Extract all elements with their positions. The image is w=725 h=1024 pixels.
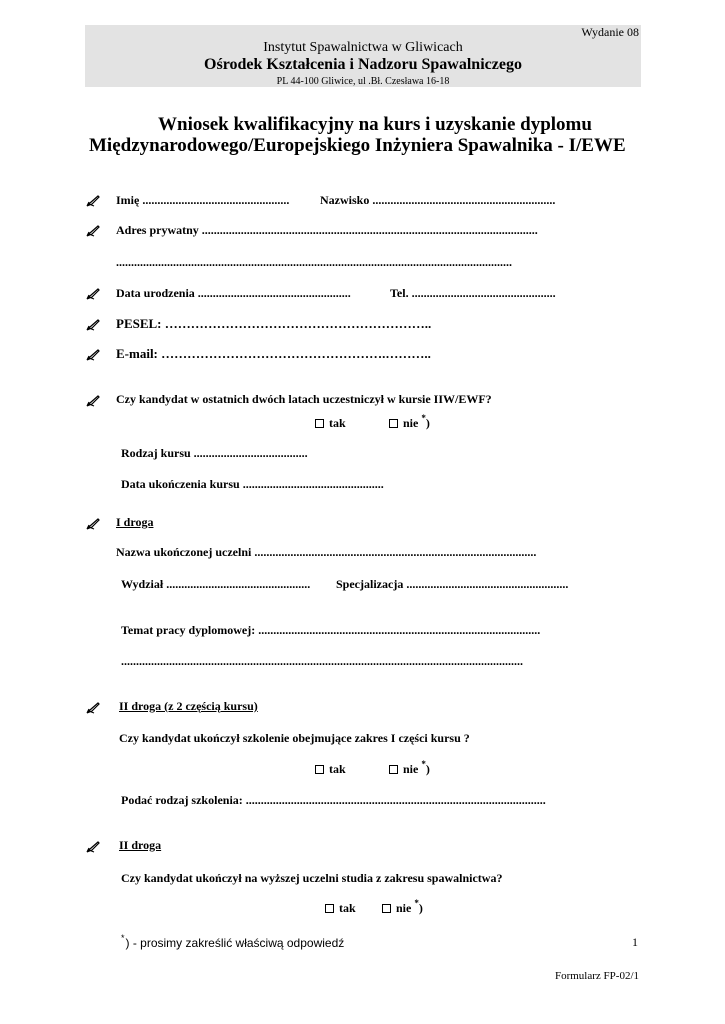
route-3-question: Czy kandydat ukończył na wyższej uczelni studia z zakresu spawalnictwa? bbox=[121, 871, 503, 885]
address-field[interactable]: Adres prywatny ................................................................................................................ bbox=[116, 223, 538, 237]
yes-option[interactable]: tak bbox=[325, 901, 356, 916]
course-type-field[interactable]: Rodzaj kursu ...................................... bbox=[121, 446, 308, 460]
no-option[interactable]: nie *) bbox=[382, 901, 423, 916]
checkbox-no[interactable] bbox=[389, 419, 398, 428]
route-1-heading: I droga bbox=[116, 515, 154, 529]
footnote: *) - prosimy zakreślić właściwą odpowiedź bbox=[121, 933, 345, 950]
institute-address: PL 44-100 Gliwice, ul .Bł. Czesława 16-18 bbox=[276, 76, 450, 87]
route-2-heading: II droga (z 2 częścią kursu) bbox=[119, 699, 258, 713]
checkbox-no[interactable] bbox=[389, 765, 398, 774]
pen-bullet-icon bbox=[86, 288, 100, 300]
page-number: 1 bbox=[632, 935, 638, 949]
center-name: Ośrodek Kształcenia i Nadzoru Spawalniczego bbox=[204, 56, 522, 73]
pen-bullet-icon bbox=[86, 225, 100, 237]
pen-bullet-icon bbox=[86, 518, 100, 530]
pen-bullet-icon bbox=[86, 319, 100, 331]
course-end-field[interactable]: Data ukończenia kursu ............................................... bbox=[121, 477, 384, 491]
name-field[interactable]: Imię ................................................. bbox=[116, 193, 290, 207]
email-field[interactable]: E-mail: …………………………………………….……….. bbox=[116, 346, 431, 361]
surname-field[interactable]: Nazwisko ............................................................. bbox=[320, 193, 556, 207]
specialization-field[interactable]: Specjalizacja ...................................................... bbox=[336, 577, 569, 591]
page-title-line-2: Międzynarodowego/Europejskiego Inżyniera Spawalnika - I/EWE bbox=[89, 135, 626, 156]
checkbox-yes[interactable] bbox=[315, 765, 324, 774]
pen-bullet-icon bbox=[86, 395, 100, 407]
pen-bullet-icon bbox=[86, 841, 100, 853]
yes-option[interactable]: tak bbox=[315, 762, 346, 777]
institute-name: Instytut Spawalnictwa w Gliwicach bbox=[263, 40, 463, 55]
checkbox-yes[interactable] bbox=[315, 419, 324, 428]
yes-option[interactable]: tak bbox=[315, 416, 346, 431]
no-option[interactable]: nie *) bbox=[389, 762, 430, 777]
phone-field[interactable]: Tel. ................................................ bbox=[390, 286, 556, 300]
no-option[interactable]: nie *) bbox=[389, 416, 430, 431]
thesis-field[interactable]: Temat pracy dyplomowej: .............................................................................................. bbox=[121, 623, 541, 637]
form-id: Formularz FP-02/1 bbox=[554, 970, 639, 982]
iiw-question: Czy kandydat w ostatnich dwóch latach uczestniczył w kursie IIW/EWF? bbox=[116, 392, 492, 406]
birth-date-field[interactable]: Data urodzenia ................................................... bbox=[116, 286, 351, 300]
checkbox-yes[interactable] bbox=[325, 904, 334, 913]
university-field[interactable]: Nazwa ukończonej uczelni .............................................................................................. bbox=[116, 545, 537, 559]
route-3-heading: II droga bbox=[119, 838, 162, 852]
route-2-question: Czy kandydat ukończył szkolenie obejmujące zakres I części kursu ? bbox=[119, 731, 470, 745]
faculty-field[interactable]: Wydział ................................................ bbox=[121, 577, 311, 591]
pen-bullet-icon bbox=[86, 349, 100, 361]
pen-bullet-icon bbox=[86, 702, 100, 714]
training-type-field[interactable]: Podać rodzaj szkolenia: .................................................................................................... bbox=[121, 793, 546, 807]
checkbox-no[interactable] bbox=[382, 904, 391, 913]
pesel-field[interactable]: PESEL: …………………………………………………….. bbox=[116, 316, 432, 331]
edition-label: Wydanie 08 bbox=[581, 25, 639, 39]
page-title-line-1: Wniosek kwalifikacyjny na kurs i uzyskanie dyplomu bbox=[158, 114, 592, 135]
thesis-field-continued[interactable]: ...................................................................................................................................... bbox=[121, 654, 523, 668]
address-field-continued[interactable]: .................................................................................................................................... bbox=[116, 255, 512, 269]
pen-bullet-icon bbox=[86, 195, 100, 207]
